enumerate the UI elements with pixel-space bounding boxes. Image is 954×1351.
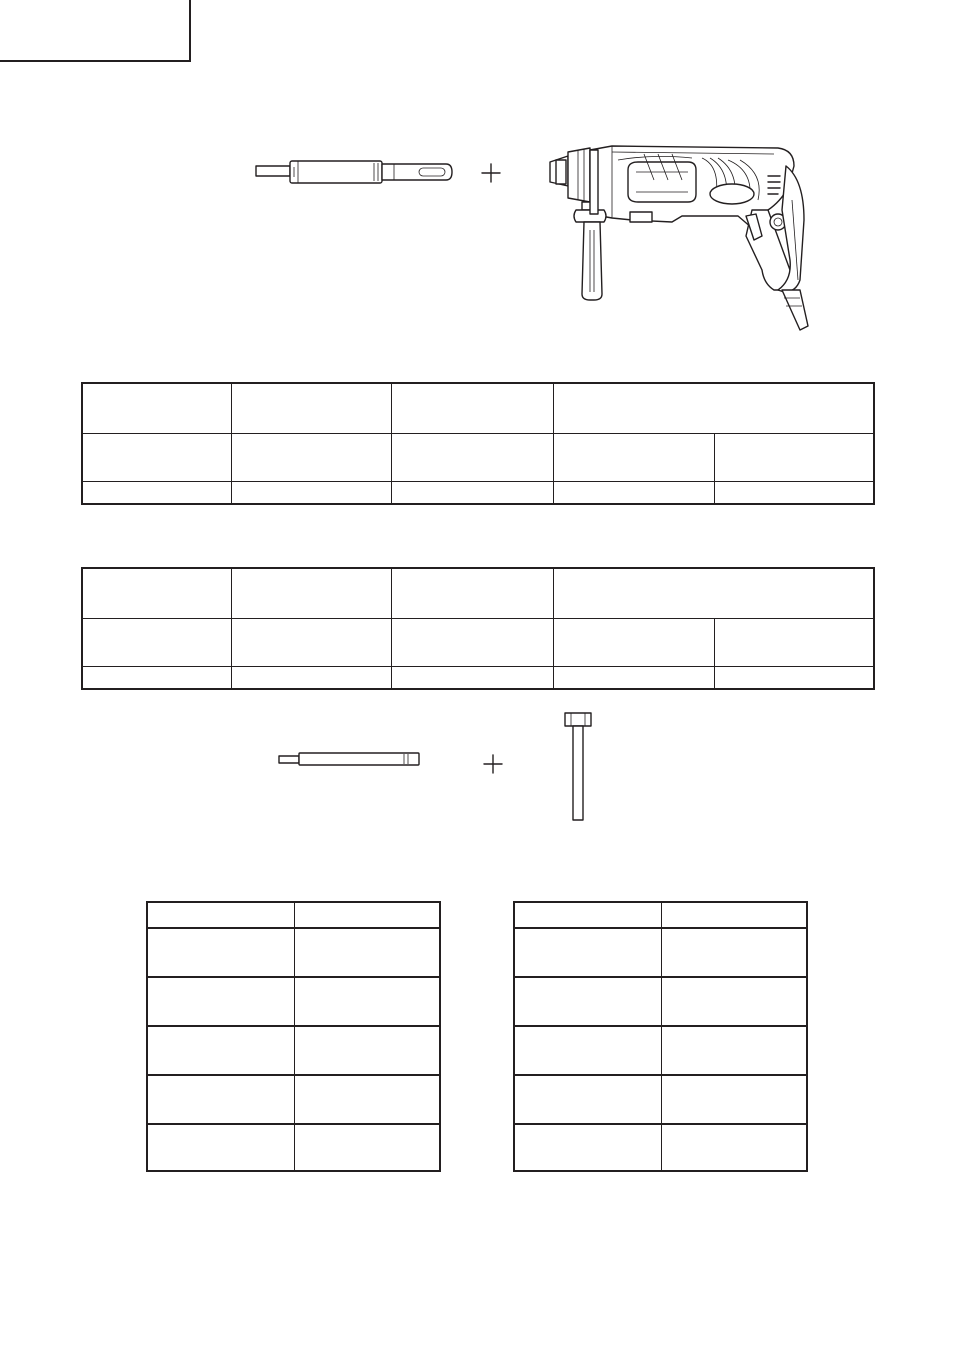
anchor-setting-tool-icon bbox=[278, 752, 422, 768]
bit-size-table-right bbox=[513, 901, 808, 1172]
hammer-icon bbox=[562, 710, 594, 824]
bit-size-table-left bbox=[146, 901, 441, 1172]
drilling-spec-table-1 bbox=[81, 382, 875, 505]
language-tab-box bbox=[0, 0, 191, 62]
drill-bit-with-sds-shank-icon bbox=[254, 155, 454, 189]
drilling-spec-table-2 bbox=[81, 567, 875, 690]
plus-icon bbox=[480, 162, 502, 184]
rotary-hammer-drill-icon bbox=[542, 140, 812, 340]
plus-icon bbox=[483, 754, 503, 774]
